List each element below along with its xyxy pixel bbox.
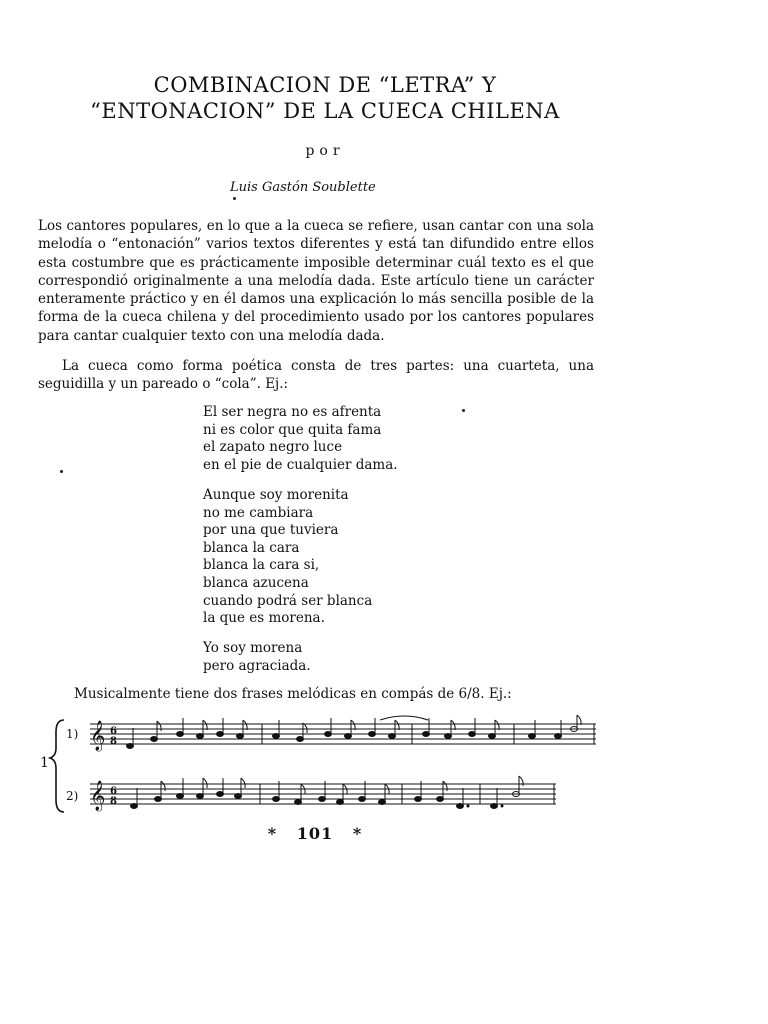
music-example — [40, 712, 610, 816]
staff-1-notes — [127, 715, 595, 749]
form-paragraph: La cueca como forma poética consta de tres partes: una cuarteta, una seguidilla y un pareado o “cola”. Ej.: — [38, 358, 594, 393]
treble-clef-icon: 𝄞 — [90, 721, 106, 751]
print-speck — [60, 470, 63, 473]
cuarteta-stanza — [203, 404, 503, 474]
time-signature-top: 6 — [110, 786, 117, 797]
pareado-stanza — [203, 640, 503, 675]
verse-line: ni es color que quita fama — [203, 421, 382, 438]
verse-line: no me cambiara — [203, 504, 314, 521]
print-speck — [462, 409, 465, 412]
music-group-label: 1 — [40, 755, 49, 771]
time-signature-bottom: 8 — [110, 796, 117, 807]
verse-line: por una que tuviera — [203, 522, 339, 539]
musical-intro-text: Musicalmente tiene dos frases melódicas en compás de 6/8. Ej.: — [74, 686, 512, 702]
article-title-line-2: “ENTONACION” DE LA CUECA CHILENA — [90, 99, 560, 123]
page-number — [260, 824, 370, 843]
verse-line: la que es morena. — [203, 610, 325, 627]
verse-line: Aunque soy morenita — [203, 487, 349, 503]
staff-1-label: 1) — [66, 727, 79, 741]
seguidilla-stanza — [203, 487, 503, 628]
intro-paragraph: Los cantores populares, en lo que a la cueca se refiere, usan cantar con una sola melodía o “entonación” varios textos diferentes y está tan difundido entre ellos esta costumbre que es prácticamente imposible determinar cuál texto es el que correspondió originalmente a una melodía dada. Este artículo tiene un carácter enteramente práctico y en él damos una explicación lo más sencilla posible de la forma de la cueca chilena y del procedimiento usado por los cantores populares para cantar cualquier texto con una melodía dada. — [38, 218, 594, 344]
verse-line: Yo soy morena — [203, 640, 303, 656]
ornament: * — [352, 824, 363, 843]
page-number-value: 101 — [296, 824, 334, 843]
verse-line: blanca azucena — [203, 574, 309, 591]
verse-line: pero agraciada. — [203, 657, 311, 674]
verse-line: blanca la cara si, — [203, 557, 320, 574]
staff-brace — [50, 720, 64, 812]
verse-line: cuando podrá ser blanca — [203, 592, 373, 609]
article-title-line-1: COMBINACION DE “LETRA” Y — [153, 73, 497, 97]
staff-2-label: 2) — [66, 789, 79, 803]
byline: por — [305, 143, 345, 159]
verse-line: El ser negra no es afrenta — [203, 404, 382, 420]
print-speck — [233, 197, 236, 200]
verse-line: en el pie de cualquier dama. — [203, 456, 398, 473]
treble-clef-icon: 𝄞 — [90, 781, 106, 811]
staff-1 — [90, 724, 596, 744]
author-name: Luis Gastón Soublette — [230, 180, 376, 195]
verse-line: blanca la cara — [203, 539, 300, 556]
time-signature-bottom: 8 — [110, 736, 117, 747]
verse-line: el zapato negro luce — [203, 439, 343, 456]
time-signature-top: 6 — [110, 726, 117, 737]
ornament: * — [267, 824, 278, 843]
